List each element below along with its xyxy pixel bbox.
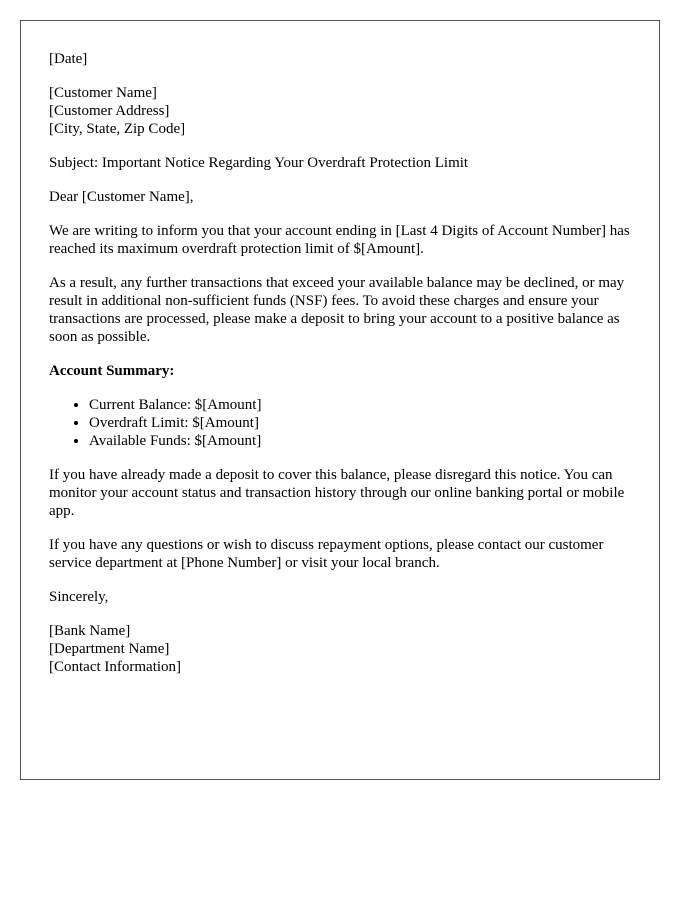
signature-block	[49, 622, 631, 676]
account-summary-title: Account Summary:	[49, 363, 175, 379]
recipient-address: [Customer Address]	[49, 103, 170, 119]
signature-bank-name: [Bank Name]	[49, 623, 131, 639]
summary-item-current-balance: • Current Balance: $[Amount]	[89, 396, 631, 414]
account-summary-list	[49, 396, 631, 450]
recipient-city-state-zip: [City, State, Zip Code]	[49, 121, 186, 137]
letter-page	[20, 20, 660, 780]
signature-department: [Department Name]	[49, 641, 170, 657]
letter-date: [Date]	[49, 51, 88, 67]
summary-item-overdraft-limit: • Overdraft Limit: $[Amount]	[89, 414, 631, 432]
recipient-name: [Customer Name]	[49, 85, 157, 101]
summary-item-available-funds: • Available Funds: $[Amount]	[89, 432, 631, 450]
body-paragraph-account-limit: We are writing to inform you that your account ending in [Last 4 Digits of Account Number] has reached its maximum overdraft protection limit of $[Amount].	[49, 223, 630, 257]
recipient-address-block	[49, 84, 631, 138]
letter-greeting: Dear [Customer Name],	[49, 189, 194, 205]
body-paragraph-disregard: If you have already made a deposit to cover this balance, please disregard this notice. You can monitor your account status and transaction history through our online banking portal or mobile app.	[49, 467, 625, 519]
letter-sign-off: Sincerely,	[49, 589, 109, 605]
signature-contact: [Contact Information]	[49, 659, 182, 675]
letter-subject: Subject: Important Notice Regarding Your Overdraft Protection Limit	[49, 155, 469, 171]
body-paragraph-consequences: As a result, any further transactions that exceed your available balance may be declined, or may result in additional non-sufficient funds (NSF) fees. To avoid these charges and ensure your transactions are processed, please make a deposit to bring your account to a positive balance as soon as possible.	[49, 275, 625, 345]
body-paragraph-contact: If you have any questions or wish to discuss repayment options, please contact our customer service department at [Phone Number] or visit your local branch.	[49, 537, 604, 571]
